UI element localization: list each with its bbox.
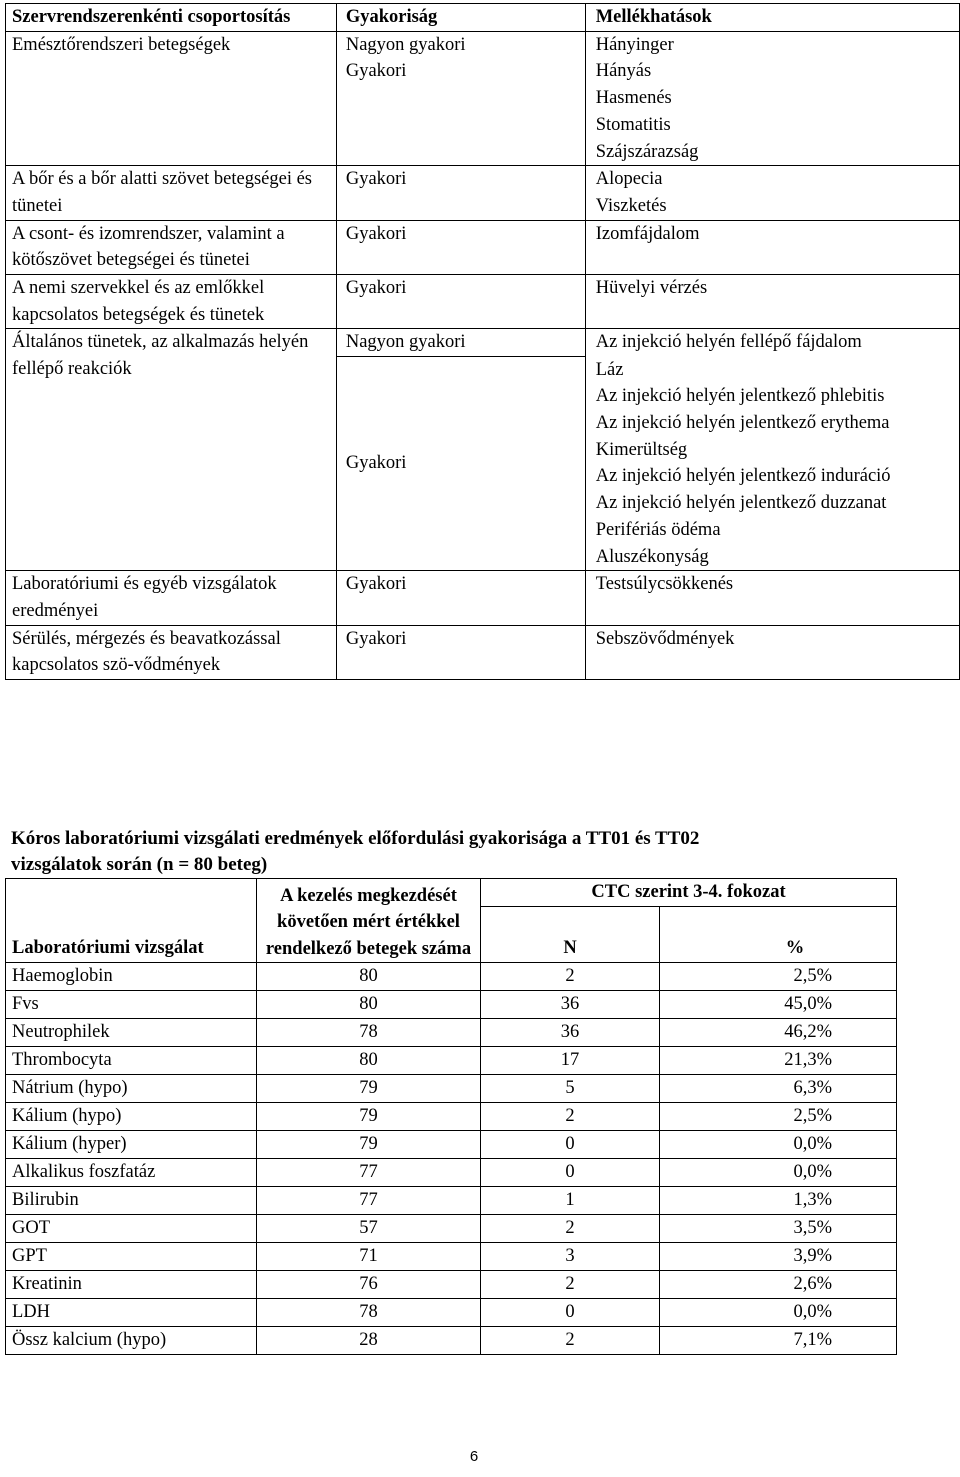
- effect-cell: [585, 31, 959, 58]
- table-row: [6, 1271, 897, 1299]
- table-row: [6, 1243, 897, 1271]
- patient-count-cell: 77: [257, 1159, 481, 1187]
- n-cell: 0: [481, 1131, 660, 1159]
- patient-count-cell: 78: [257, 1299, 481, 1327]
- table-row: [6, 991, 897, 1019]
- header-lab-test: Laboratóriumi vizsgálat: [6, 879, 257, 963]
- table-row: [6, 1187, 897, 1215]
- n-cell: 36: [481, 1019, 660, 1047]
- lab-test-cell: Kreatinin: [6, 1271, 257, 1299]
- organ-cell: A csont- és izomrendszer, valamint a kötőszövet betegségei és tünetei: [6, 220, 337, 274]
- lab-test-cell: Kálium (hyper): [6, 1131, 257, 1159]
- effect-item: Hányinger: [595, 34, 674, 55]
- organ-cell: Emésztőrendszeri betegségek: [6, 31, 337, 166]
- lab-test-cell: Fvs: [6, 991, 257, 1019]
- percent-cell: 45,0%: [660, 991, 897, 1019]
- effect-item: Hasmenés: [595, 88, 672, 109]
- effect-cell: [585, 220, 959, 274]
- effect-cell: [585, 275, 959, 329]
- organ-cell: A nemi szervekkel és az emlőkkel kapcsolatos betegségek és tünetek: [6, 275, 337, 329]
- effect-item: Az injekció helyén jelentkező erythema: [595, 413, 890, 434]
- effect-cell: [585, 625, 959, 679]
- percent-cell: 3,5%: [660, 1215, 897, 1243]
- frequency-cell: Gyakori: [336, 58, 585, 165]
- patient-count-cell: 78: [257, 1019, 481, 1047]
- effect-item: Hányás: [595, 61, 652, 82]
- lab-test-cell: Thrombocyta: [6, 1047, 257, 1075]
- frequency-cell: Gyakori: [336, 275, 585, 329]
- percent-cell: 0,0%: [660, 1299, 897, 1327]
- organ-cell: Általános tünetek, az alkalmazás helyén fellépő reakciók: [6, 329, 337, 571]
- percent-cell: 2,5%: [660, 1103, 897, 1131]
- frequency-cell: Nagyon gyakori: [336, 31, 585, 58]
- percent-cell: 3,9%: [660, 1243, 897, 1271]
- header-organ: Szervrendszerenkénti csoportosítás: [6, 4, 337, 32]
- header-frequency: Gyakoriság: [336, 4, 585, 32]
- table-row: [6, 1103, 897, 1131]
- patient-count-cell: 80: [257, 991, 481, 1019]
- n-cell: 3: [481, 1243, 660, 1271]
- side-effects-table: [5, 3, 960, 680]
- percent-cell: 1,3%: [660, 1187, 897, 1215]
- lab-test-cell: Össz kalcium (hypo): [6, 1327, 257, 1355]
- patient-count-cell: 79: [257, 1075, 481, 1103]
- lab-test-cell: LDH: [6, 1299, 257, 1327]
- table-row: [6, 1019, 897, 1047]
- effect-cell: [585, 58, 959, 165]
- frequency-cell: Nagyon gyakori: [336, 329, 585, 357]
- effect-item: Aluszékonyság: [595, 546, 709, 567]
- frequency-cell: Gyakori: [336, 625, 585, 679]
- effect-item: Az injekció helyén jelentkező duzzanat: [595, 493, 887, 514]
- lab-test-cell: GPT: [6, 1243, 257, 1271]
- patient-count-cell: 57: [257, 1215, 481, 1243]
- effect-item: Izomfájdalom: [595, 223, 700, 244]
- patient-count-cell: 76: [257, 1271, 481, 1299]
- n-cell: 5: [481, 1075, 660, 1103]
- n-cell: 2: [481, 1103, 660, 1131]
- table-row: [6, 1299, 897, 1327]
- lab-test-cell: Nátrium (hypo): [6, 1075, 257, 1103]
- page-number: 6: [469, 1448, 479, 1465]
- n-cell: 1: [481, 1187, 660, 1215]
- effect-item: Viszketés: [595, 195, 667, 216]
- effect-item: Testsúlycsökkenés: [595, 574, 734, 595]
- n-cell: 2: [481, 1327, 660, 1355]
- effect-item: Perifériás ödéma: [595, 519, 721, 540]
- header-percent: %: [660, 907, 897, 963]
- table-row: [6, 1327, 897, 1355]
- lab-test-cell: Alkalikus foszfatáz: [6, 1159, 257, 1187]
- header-patient-count: A kezelés megkezdését követően mért értékkel rendelkező betegek száma: [257, 879, 481, 963]
- percent-cell: 0,0%: [660, 1131, 897, 1159]
- frequency-cell: Gyakori: [336, 220, 585, 274]
- frequency-cell: Gyakori: [336, 571, 585, 625]
- effect-item: Sebszövődmények: [595, 628, 735, 649]
- lab-rows: [6, 963, 897, 1355]
- effect-cell: [585, 571, 959, 625]
- frequency-cell: Gyakori: [336, 357, 585, 571]
- patient-count-cell: 79: [257, 1103, 481, 1131]
- lab-test-cell: Neutrophilek: [6, 1019, 257, 1047]
- header-side-effects: Mellékhatások: [585, 4, 959, 32]
- patient-count-cell: 79: [257, 1131, 481, 1159]
- header-ctc-grade: CTC szerint 3-4. fokozat: [481, 879, 897, 907]
- n-cell: 2: [481, 1215, 660, 1243]
- lab-test-cell: Kálium (hypo): [6, 1103, 257, 1131]
- percent-cell: 21,3%: [660, 1047, 897, 1075]
- effect-item: Szájszárazság: [595, 141, 699, 162]
- effect-item: Alopecia: [595, 169, 663, 190]
- effect-item: Az injekció helyén fellépő fájdalom: [595, 332, 862, 353]
- percent-cell: 0,0%: [660, 1159, 897, 1187]
- effect-cell: [585, 357, 959, 571]
- organ-cell: Laboratóriumi és egyéb vizsgálatok eredményei: [6, 571, 337, 625]
- table-row: [6, 1047, 897, 1075]
- effect-cell: [585, 329, 959, 357]
- n-cell: 2: [481, 963, 660, 991]
- n-cell: 0: [481, 1299, 660, 1327]
- effect-cell: [585, 166, 959, 220]
- lab-test-cell: Bilirubin: [6, 1187, 257, 1215]
- effect-item: Hüvelyi vérzés: [595, 278, 708, 299]
- organ-cell: Sérülés, mérgezés és beavatkozással kapcsolatos szö-vődmények: [6, 625, 337, 679]
- effect-item: Láz: [595, 359, 624, 380]
- table-row: [6, 963, 897, 991]
- percent-cell: 2,5%: [660, 963, 897, 991]
- n-cell: 2: [481, 1271, 660, 1299]
- lab-section-title: Kóros laboratóriumi vizsgálati eredmények előfordulási gyakorisága a TT01 és TT02 vizsgálatok során (n = 80 beteg): [11, 828, 700, 875]
- frequency-cell: Gyakori: [336, 166, 585, 220]
- n-cell: 17: [481, 1047, 660, 1075]
- effect-item: Stomatitis: [595, 114, 671, 135]
- table-row: [6, 1159, 897, 1187]
- lab-test-cell: Haemoglobin: [6, 963, 257, 991]
- percent-cell: 2,6%: [660, 1271, 897, 1299]
- patient-count-cell: 80: [257, 1047, 481, 1075]
- effect-item: Az injekció helyén jelentkező induráció: [595, 466, 891, 487]
- n-cell: 36: [481, 991, 660, 1019]
- percent-cell: 46,2%: [660, 1019, 897, 1047]
- patient-count-cell: 71: [257, 1243, 481, 1271]
- organ-cell: A bőr és a bőr alatti szövet betegségei és tünetei: [6, 166, 337, 220]
- effect-item: Az injekció helyén jelentkező phlebitis: [595, 386, 885, 407]
- effect-item: Kimerültség: [595, 439, 688, 460]
- header-n: N: [481, 907, 660, 963]
- percent-cell: 6,3%: [660, 1075, 897, 1103]
- table-row: [6, 1075, 897, 1103]
- n-cell: 0: [481, 1159, 660, 1187]
- table-row: [6, 1215, 897, 1243]
- table-row: [6, 1131, 897, 1159]
- lab-results-table: [5, 878, 897, 1355]
- patient-count-cell: 80: [257, 963, 481, 991]
- patient-count-cell: 77: [257, 1187, 481, 1215]
- lab-test-cell: GOT: [6, 1215, 257, 1243]
- patient-count-cell: 28: [257, 1327, 481, 1355]
- percent-cell: 7,1%: [660, 1327, 897, 1355]
